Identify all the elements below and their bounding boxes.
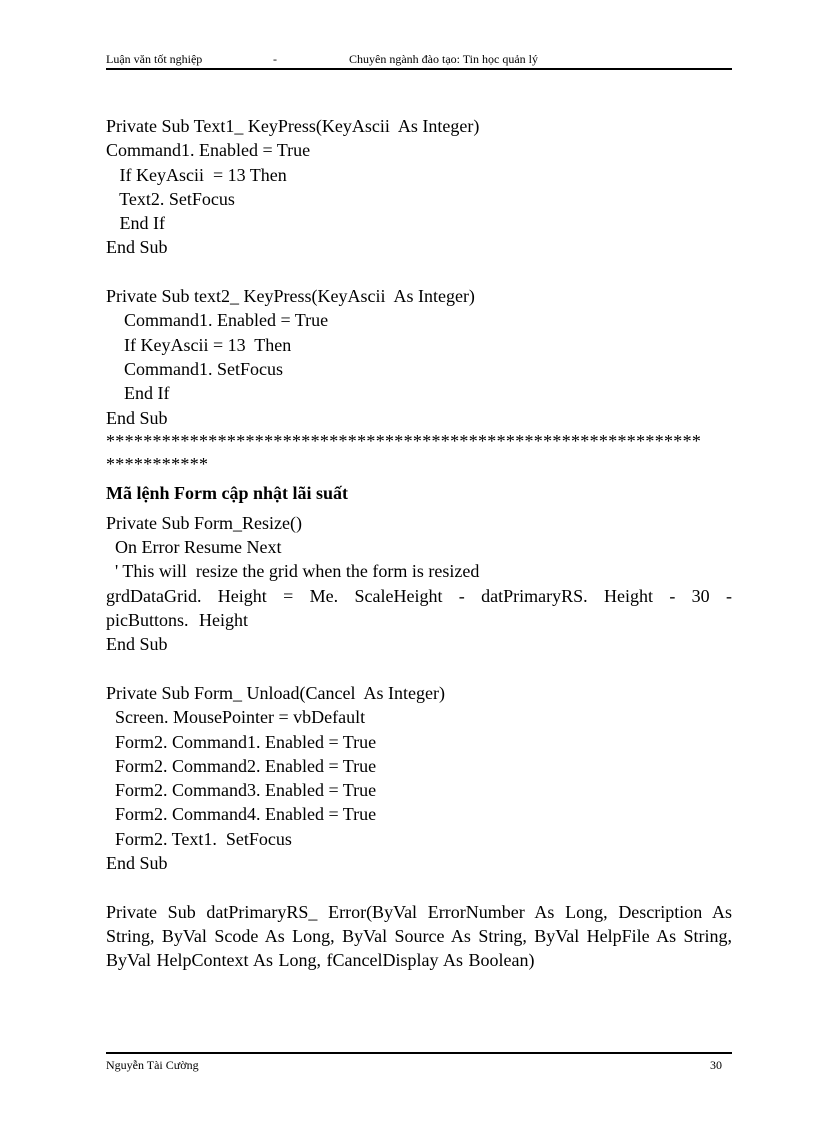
asterisk-line-2: *********** xyxy=(106,453,209,474)
code-line: Private Sub Form_Resize() xyxy=(106,512,302,533)
section-heading: Mã lệnh Form cập nhật lãi suất xyxy=(106,482,349,503)
code-line: Form2. Command4. Enabled = True xyxy=(106,804,377,825)
code-line: Command1. Enabled = True xyxy=(106,310,329,331)
header-separator: - xyxy=(273,52,277,66)
code-block-datprimaryrs-error: Private Sub datPrimaryRS_ Error(ByVal ErrorNumber As Long, Description As String, ByVal Scode As Long, ByVal Source As String, ByVal HelpFile As String, ByVal HelpContext As Long, fCancelDisplay As Boolean) xyxy=(106,901,732,971)
code-line: Form2. Command1. Enabled = True xyxy=(106,731,377,752)
code-line: End If xyxy=(106,213,165,234)
code-block-text1-keypress xyxy=(106,114,732,260)
header-major-label: Chuyên ngành đào tạo: Tin học quản lý xyxy=(349,52,538,66)
code-block-form-resize xyxy=(106,511,732,657)
code-line: Private Sub Form_ Unload(Cancel As Integer) xyxy=(106,682,445,703)
code-block-form-unload xyxy=(106,681,732,875)
asterisk-separator xyxy=(106,430,732,476)
code-line: Form2. Text1. SetFocus xyxy=(106,828,292,849)
code-line: Text2. SetFocus xyxy=(106,188,235,209)
page-header xyxy=(106,50,732,70)
code-line-wrapped: grdDataGrid. Height = Me. ScaleHeight - datPrimaryRS. Height - 30 - picButtons. Height xyxy=(106,585,732,631)
page-body xyxy=(106,114,732,973)
page-number: 30 xyxy=(710,1058,722,1072)
code-line: End Sub xyxy=(106,407,168,428)
code-line: End If xyxy=(106,383,170,404)
code-line: Screen. MousePointer = vbDefault xyxy=(106,707,366,728)
code-line: End Sub xyxy=(106,634,168,655)
footer-author: Nguyễn Tài Cường xyxy=(106,1058,199,1072)
code-line: End Sub xyxy=(106,237,168,258)
blank-line xyxy=(106,657,732,681)
code-line: If KeyAscii = 13 Then xyxy=(106,334,292,355)
asterisk-line-1: **************************************************************** xyxy=(106,430,702,451)
code-line: Private Sub Text1_ KeyPress(KeyAscii As Integer) xyxy=(106,116,480,136)
code-line: On Error Resume Next xyxy=(106,537,282,558)
code-line: If KeyAscii = 13 Then xyxy=(106,164,287,185)
header-thesis-label: Luận văn tốt nghiệp xyxy=(106,52,203,66)
code-block-text2-keypress xyxy=(106,284,732,430)
blank-line xyxy=(106,875,732,899)
page-footer xyxy=(106,1052,732,1074)
code-line: Command1. SetFocus xyxy=(106,358,284,379)
code-line: End Sub xyxy=(106,853,168,874)
blank-line xyxy=(106,260,732,284)
code-line: Form2. Command2. Enabled = True xyxy=(106,755,377,776)
code-line: ' This will resize the grid when the form is resized xyxy=(106,561,480,582)
code-line: Command1. Enabled = True xyxy=(106,140,311,161)
code-line: Private Sub text2_ KeyPress(KeyAscii As Integer) xyxy=(106,286,475,307)
code-line: Form2. Command3. Enabled = True xyxy=(106,780,377,801)
